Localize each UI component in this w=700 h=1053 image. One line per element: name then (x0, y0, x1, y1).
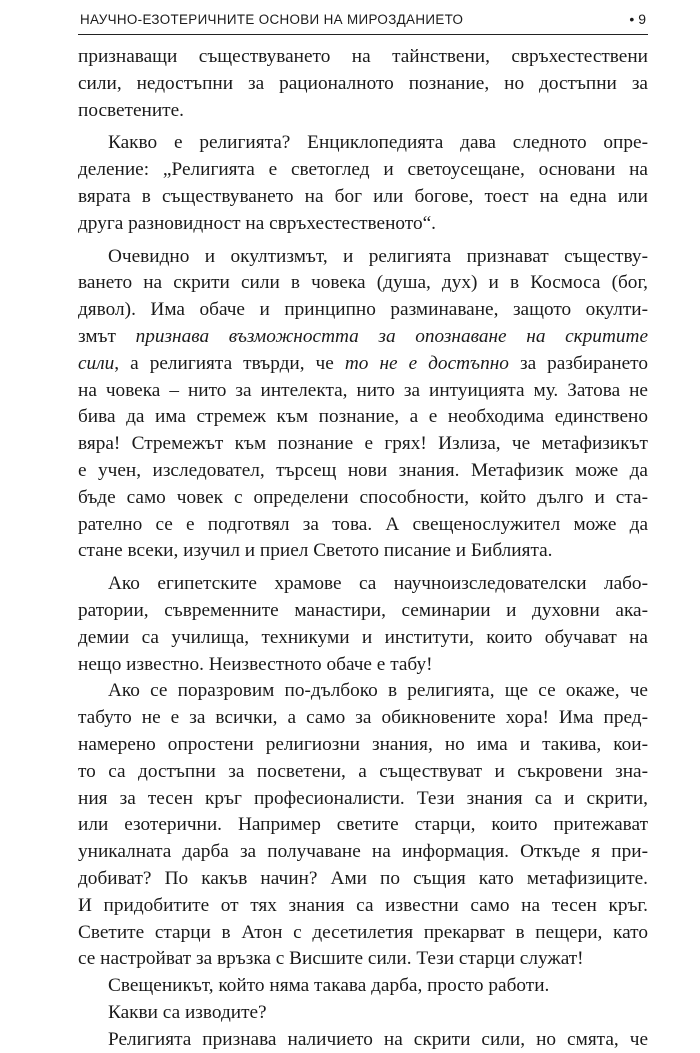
text-line: то са достъпни за посветени, а съществуват и съкровени зна- (78, 760, 648, 782)
text-line: Очевидно и окултизмът, и религията признават съществу- (108, 245, 648, 267)
text-line: бива да има стремеж към познание, а е необходима единствено (78, 406, 648, 428)
italic-emphasis: то не е достъпно (344, 352, 509, 374)
text-line: Какво е религията? Енциклопедията дава следното опре- (108, 132, 648, 154)
italic-emphasis: сили (78, 352, 115, 374)
text-line: рателно се е подготвял за това. А свещенослужител може да (78, 513, 648, 535)
text-line: демии са училища, техникуми и институти, които обучават на (78, 626, 648, 648)
text-line: Светите старци в Атон с десетилетия прекарват в пещери, като (78, 921, 648, 943)
text-line: Какви са изводите? (108, 1001, 267, 1023)
text-line: на човека – нито за интелекта, нито за интуицията му. Затова не (78, 379, 648, 401)
text-line: деление: „Религията е светоглед и светоусещане, основани на (78, 159, 648, 181)
text-line: друга разновидност на свръхестественото“. (78, 212, 436, 234)
text-line: намерено опростени религиозни знания, но има и такива, кои- (78, 733, 648, 755)
text-line: посветените. (78, 99, 184, 121)
page-header (78, 8, 648, 35)
text-line: се настройват за връзка с Висшите сили. Тези старци служат! (78, 948, 584, 970)
text-line: добиват? По какъв начин? Ами по същия като метафизиците. (78, 867, 648, 889)
text-line: табуто не е за всички, а само за обикновените хора! Има пред- (78, 707, 648, 729)
text-line: ния за тесен кръг професионалисти. Тези знания са и скрити, (78, 787, 648, 809)
text-line: Свещеникът, който няма такава дарба, просто работи. (108, 975, 550, 997)
text-line: Религията признава наличието на скрити сили, но смята, че (108, 1028, 648, 1050)
text-line: змът признава възможността за опознаване на скритите (78, 325, 648, 347)
italic-emphasis: признава възможността за опознаване на скритите (135, 325, 648, 347)
text-line: Ако египетските храмове са научноизследователски лабо- (108, 573, 648, 595)
text-line: бъде само човек с определени способности, който дълго и ста- (78, 486, 648, 508)
text-line: е учен, изследовател, търсещ нови знания. Метафизик може да (78, 459, 648, 481)
text-line: уникалната дарба за получаване на информация. Откъде я при- (78, 841, 648, 863)
text-line: вяра! Стремежът към познание е грях! Излиза, че метафизикът (78, 433, 648, 455)
text-line: ратории, съвременните манастири, семинарии и духовни ака- (78, 599, 648, 621)
text-line: ването на скрити сили в човека (душа, дух) и в Космоса (бог, (78, 272, 648, 294)
text-line: И придобитите от тях знания са известни само на тесен кръг. (78, 894, 648, 916)
text-line: Ако се поразровим по-дълбоко в религията, ще се окаже, че (108, 680, 648, 702)
text-line: вярата в съществуването на бог или богове, тоест на една или (78, 185, 648, 207)
page-number: • 9 (629, 11, 646, 27)
body-text (78, 44, 648, 1053)
text-line: нещо известно. Неизвестното обаче е табу! (78, 653, 433, 675)
text-line: сили, а религията твърди, че то не е достъпно за разбирането (78, 352, 648, 374)
text-line: признаващи съществуването на тайнствени, свръхестествени (78, 46, 648, 67)
text-line: сили, недостъпни за рационалното познание, но достъпни за (78, 72, 648, 94)
text-line: или езотерични. Например светите старци, които притежават (78, 814, 648, 836)
text-line: стане всеки, изучил и приел Светото писание и Библията. (78, 540, 553, 562)
text-line: дявол). Има обаче и принципно разминаване, защото окулти- (78, 299, 648, 321)
running-head: НАУЧНО-ЕЗОТЕРИЧНИТЕ ОСНОВИ НА МИРОЗДАНИЕТО (80, 12, 464, 27)
